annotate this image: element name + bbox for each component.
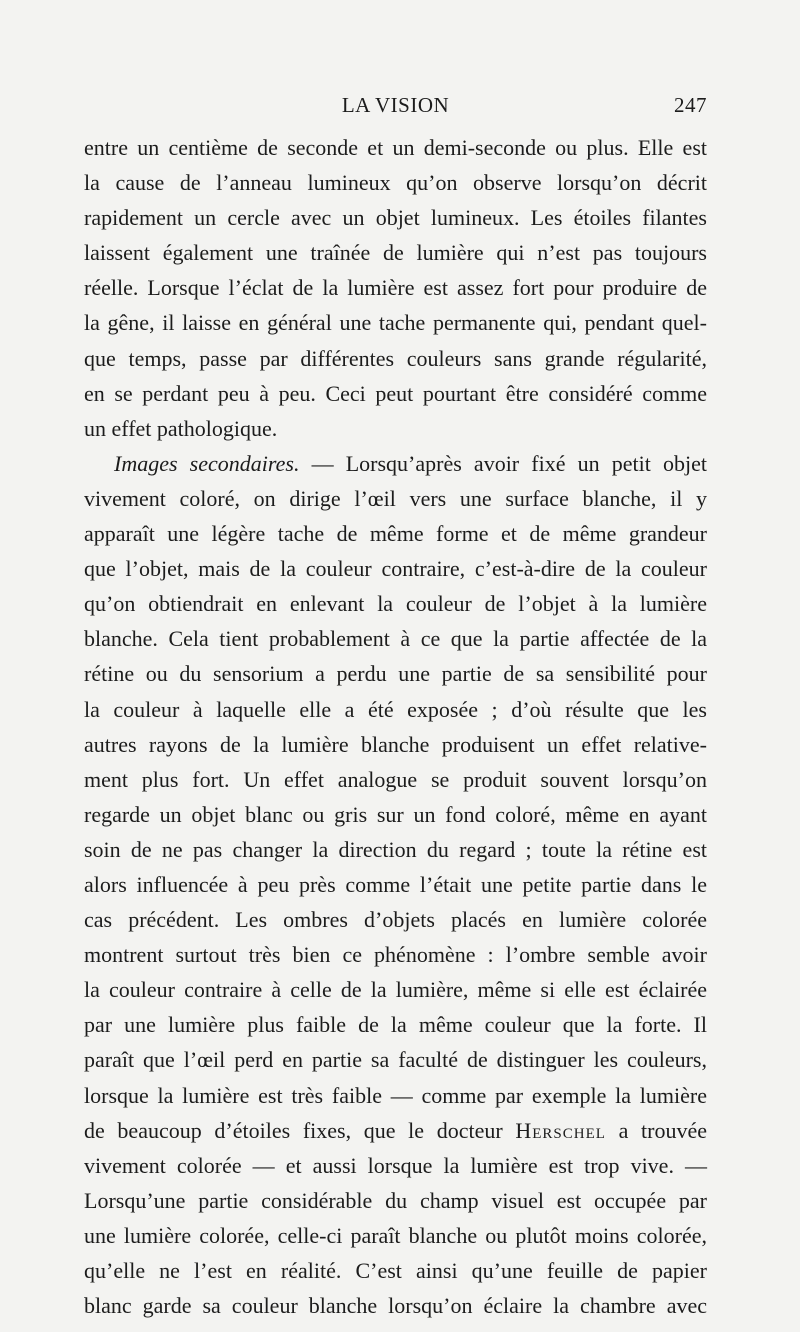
body-text (84, 130, 707, 1323)
text-fragment: a trouvée (605, 1117, 708, 1143)
text-line: lorsque la lumière est très faible — comme par exemple la lumière (84, 1082, 707, 1108)
text-line: qu’on obtiendrait en enlevant la couleur de l’objet à la lumière (84, 591, 707, 617)
text-line (84, 1113, 707, 1148)
running-title: LA VISION (341, 93, 450, 117)
text-line: que temps, passe par différentes couleurs sans grande régularité, (84, 345, 707, 371)
section-heading: Images secondaires. (114, 450, 300, 476)
text-line: alors influencée à peu près comme l’était une petite partie dans le (84, 871, 707, 897)
text-line: apparaît une légère tache de même forme et de même grandeur (84, 521, 707, 547)
text-line: en se perdant peu à peu. Ceci peut pourtant être considéré comme (84, 380, 707, 406)
text-line: la couleur contraire à celle de la lumière, même si elle est éclairée (84, 977, 707, 1003)
text-line: cas précédent. Les ombres d’objets placés en lumière colorée (84, 907, 707, 933)
text-line: rapidement un cercle avec un objet lumineux. Les étoiles filantes (84, 205, 707, 231)
text-fragment: de beaucoup d’étoiles fixes, que le docteur (84, 1117, 516, 1143)
page-number: 247 (674, 93, 707, 117)
section-heading-line (84, 446, 707, 481)
text-line: entre un centième de seconde et un demi-seconde ou plus. Elle est (84, 135, 707, 160)
text-line: la gêne, il laisse en général une tache permanente qui, pendant quel- (84, 310, 707, 336)
text-line: paraît que l’œil perd en partie sa faculté de distinguer les couleurs, (84, 1047, 707, 1073)
text-fragment: — Lorsqu’après avoir fixé un petit objet (299, 450, 707, 476)
running-head (84, 93, 707, 123)
text-line: un effet pathologique. (84, 415, 278, 441)
text-line: une lumière colorée, celle-ci paraît blanche ou plutôt moins colorée, (84, 1222, 707, 1248)
text-line: autres rayons de la lumière blanche produisent un effet relative- (84, 731, 707, 757)
text-line: regarde un objet blanc ou gris sur un fond coloré, même en ayant (84, 801, 707, 827)
text-line: blanche. Cela tient probablement à ce que la partie affectée de la (84, 626, 707, 652)
text-line: par une lumière plus faible de la même couleur que la forte. Il (84, 1012, 707, 1038)
text-line: vivement colorée — et aussi lorsque la lumière est trop vive. — (84, 1152, 707, 1178)
text-line: vivement coloré, on dirige l’œil vers une surface blanche, il y (84, 485, 707, 511)
text-line: rétine ou du sensorium a perdu une partie de sa sensibilité pour (84, 661, 707, 687)
text-line: laissent également une traînée de lumière qui n’est pas toujours (84, 240, 707, 266)
text-line: Lorsqu’une partie considérable du champ visuel est occupée par (84, 1187, 707, 1213)
text-line: qu’elle ne l’est en réalité. C’est ainsi qu’une feuille de papier (84, 1258, 707, 1283)
text-line: soin de ne pas changer la direction du regard ; toute la rétine est (84, 836, 707, 862)
text-line: la couleur à laquelle elle a été exposée ; d’où résulte que les (84, 696, 707, 722)
text-line: réelle. Lorsque l’éclat de la lumière est assez fort pour produire de (84, 275, 707, 301)
text-line: montrent surtout très bien ce phénomène : l’ombre semble avoir (84, 942, 707, 968)
text-line: blanc garde sa couleur blanche lorsqu’on éclaire la chambre avec (84, 1293, 707, 1319)
person-name: Herschel (515, 1117, 606, 1143)
text-line: la cause de l’anneau lumineux qu’on observe lorsqu’on décrit (84, 170, 707, 196)
text-line: que l’objet, mais de la couleur contraire, c’est-à-dire de la couleur (84, 556, 707, 582)
text-line: ment plus fort. Un effet analogue se produit souvent lorsqu’on (84, 766, 707, 792)
